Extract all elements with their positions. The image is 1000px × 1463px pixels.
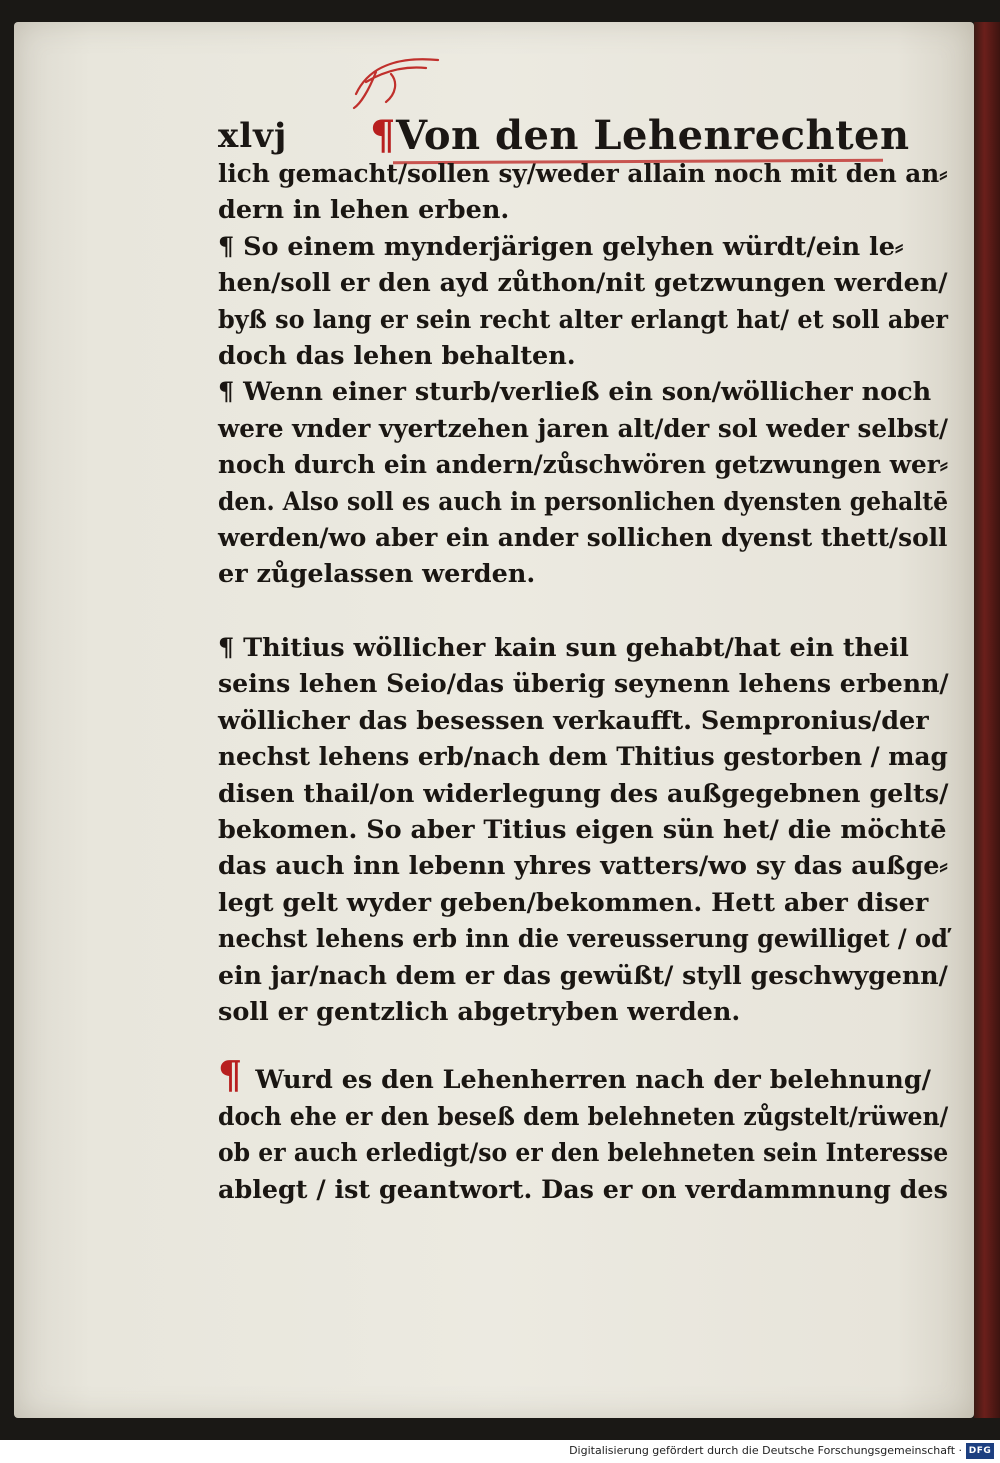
text-line	[218, 1052, 948, 1098]
rubric-flourish-icon	[346, 52, 446, 112]
text-line: ¶ Wenn einer sturb/verließ ein son/wöllicher noch	[218, 377, 932, 408]
text-line: bekomen. So aber Titius eigen sün het/ die möchtē	[218, 814, 947, 845]
text-line: wöllicher das besessen verkaufft. Sempronius/der	[218, 705, 929, 736]
paragraph-gap	[218, 1030, 948, 1060]
pilcrow-icon: ¶	[370, 112, 396, 159]
text-line: nechst lehens erb inn die vereusserung gewilliget / oď	[218, 924, 948, 955]
book-edge	[974, 22, 1000, 1418]
text-line: legt gelt wyder geben/bekommen. Hett aber diser	[218, 887, 929, 918]
text-line: disen thail/on widerlegung des außgegebnen gelts/	[218, 778, 949, 809]
footer-credit: Digitalisierung gefördert durch die Deutsche Forschungsgemeinschaft ·	[569, 1444, 962, 1457]
text-line: ein jar/nach dem er das gewüßt/ styll geschwygenn/	[218, 960, 948, 991]
text-line: das auch inn lebenn yhres vatters/wo sy das außge⸗	[218, 851, 948, 882]
text-line: werden/wo aber ein ander sollichen dyenst thett/soll	[218, 523, 948, 554]
text-line: were vnder vyertzehen jaren alt/der sol weder selbst/	[218, 413, 948, 444]
rubric-mark-icon: ¶	[218, 1052, 256, 1098]
text-line: er zůgelassen werden.	[218, 559, 536, 590]
text-line: ¶ Thitius wöllicher kain sun gehabt/hat ein theil	[218, 632, 909, 663]
page-title	[370, 112, 910, 159]
text-line: nechst lehens erb/nach dem Thitius gestorben / mag	[218, 742, 948, 773]
main-text	[218, 156, 948, 1208]
text-line: ob er auch erledigt/so er den belehneten sein Interesse	[218, 1138, 949, 1169]
paragraph	[218, 156, 948, 229]
text-line-content: Wurd es den Lehenherren nach der belehnung/	[255, 1065, 931, 1096]
text-line: ¶ So einem mynderjärigen gelyhen würdt/ein le⸗	[218, 231, 904, 262]
text-line: lich gemacht/sollen sy/weder allain noch mit den an⸗	[218, 159, 948, 189]
text-line: den. Also soll es auch in personlichen dyensten gehaltē	[218, 486, 949, 517]
dfg-logo: DFG	[966, 1443, 994, 1459]
text-line: soll er gentzlich abgetryben werden.	[218, 996, 741, 1027]
paragraph	[218, 1052, 949, 1208]
text-line: hen/soll er den ayd zůthon/nit getzwungen werden/	[218, 268, 948, 299]
text-line: byß so lang er sein recht alter erlangt hat/ et soll aber	[218, 304, 948, 335]
text-line: noch durch ein andern/zůschwören getzwungen wer⸗	[218, 450, 949, 481]
folio-number: xlvj	[218, 116, 288, 156]
paragraph-gap	[218, 593, 948, 630]
page-title-text: Von den Lehenrechten	[395, 112, 910, 159]
text-line: doch das lehen behalten.	[218, 341, 576, 372]
text-line: ablegt / ist geantwort. Das er on verdammnung des	[218, 1174, 948, 1205]
paragraph	[218, 374, 948, 592]
footer-bar	[0, 1440, 1000, 1463]
text-line: dern in lehen erben.	[218, 195, 510, 226]
paragraph	[218, 630, 948, 1030]
text-line: doch ehe er den beseß dem belehneten zůgstelt/rüwen/	[218, 1101, 949, 1132]
paragraph	[218, 229, 948, 375]
text-line: seins lehen Seio/das überig seynenn lehens erbenn/	[218, 669, 949, 700]
